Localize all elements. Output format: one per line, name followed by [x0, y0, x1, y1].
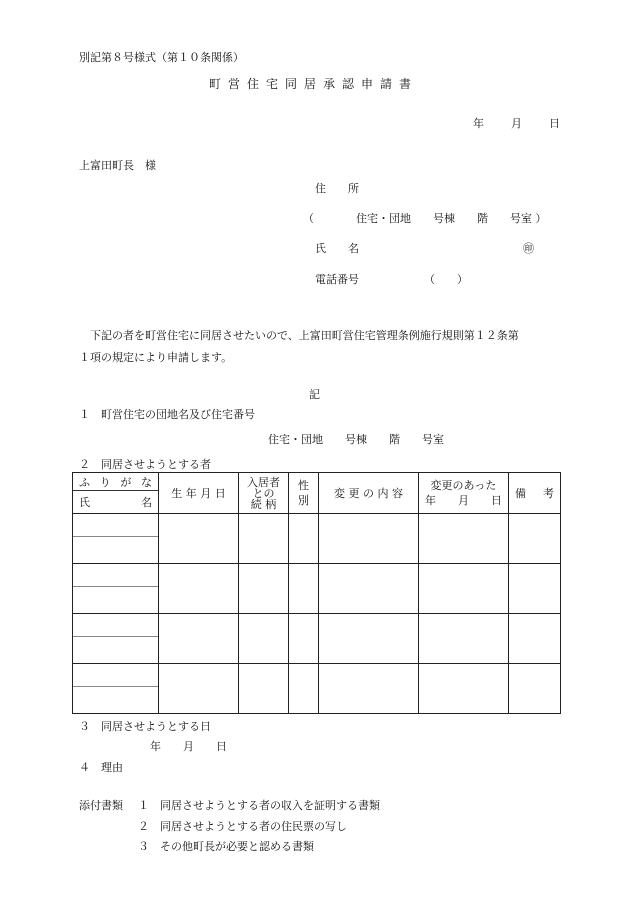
header-birthdate: 生 年 月 日	[159, 473, 239, 514]
header-remarks: 備 考	[509, 473, 561, 514]
remarks-input-cell[interactable]	[509, 514, 561, 564]
relation-input-cell[interactable]	[239, 564, 289, 614]
relation-input-cell[interactable]	[239, 514, 289, 564]
body-text-line2: １項の規定により申請します。	[79, 351, 233, 364]
item4-label: ４ 理由	[79, 761, 123, 774]
address-paren-open: （	[303, 212, 314, 225]
header-name: ふ り が な 氏 名	[73, 473, 159, 514]
change-date-input-cell[interactable]	[419, 614, 509, 664]
change-date-input-cell[interactable]	[419, 564, 509, 614]
cohabitant-table	[72, 472, 561, 714]
table-row	[73, 614, 561, 664]
address-detail: 住宅・団地 号棟 階 号室 ）	[356, 212, 547, 225]
attachments-label: 添付書類	[79, 799, 123, 812]
year-label: 年	[473, 117, 484, 130]
ki-heading: 記	[309, 388, 320, 401]
sex-input-cell[interactable]	[289, 514, 319, 564]
sex-input-cell[interactable]	[289, 564, 319, 614]
remarks-input-cell[interactable]	[509, 664, 561, 714]
table-header-row	[73, 473, 561, 514]
phone-label: 電話番号	[315, 273, 359, 286]
sex-input-cell[interactable]	[289, 614, 319, 664]
attachment-item: ２ 同居させようとする者の住民票の写し	[138, 820, 347, 833]
item3-label: ３ 同居させようとする日	[79, 720, 211, 733]
birthdate-input-cell[interactable]	[159, 614, 239, 664]
name-input-cell[interactable]	[73, 514, 159, 564]
item1-value: 住宅・団地 号棟 階 号室	[268, 433, 444, 446]
header-sex: 性 別	[289, 473, 319, 514]
header-change-date: 変更のあった 年 月 日	[419, 473, 509, 514]
body-text-line1: 下記の者を町営住宅に同居させたいので、上富田町営住宅管理条例施行規則第１２条第	[90, 329, 519, 342]
item2-label: ２ 同居させようとする者	[79, 458, 211, 471]
form-number: 別記第８号様式（第１０条関係）	[79, 51, 244, 64]
name-input-cell[interactable]	[73, 664, 159, 714]
change-content-input-cell[interactable]	[319, 514, 419, 564]
table-row	[73, 514, 561, 564]
name-input-cell[interactable]	[73, 564, 159, 614]
birthdate-input-cell[interactable]	[159, 514, 239, 564]
submission-date	[473, 118, 560, 129]
addressee: 上富田町長 様	[79, 159, 156, 172]
document-title: 町営住宅同居承認申請書	[209, 77, 419, 91]
month-label: 月	[511, 117, 522, 130]
relation-input-cell[interactable]	[239, 614, 289, 664]
table-row	[73, 564, 561, 614]
remarks-input-cell[interactable]	[509, 564, 561, 614]
change-date-input-cell[interactable]	[419, 664, 509, 714]
birthdate-input-cell[interactable]	[159, 664, 239, 714]
remarks-input-cell[interactable]	[509, 614, 561, 664]
header-change-content: 変 更 の 内 容	[319, 473, 419, 514]
change-content-input-cell[interactable]	[319, 664, 419, 714]
seal-mark: ㊞	[523, 242, 534, 255]
address-label: 住 所	[315, 182, 359, 195]
relation-input-cell[interactable]	[239, 664, 289, 714]
birthdate-input-cell[interactable]	[159, 564, 239, 614]
attachment-item: ３ その他町長が必要と認める書類	[138, 840, 314, 853]
change-content-input-cell[interactable]	[319, 614, 419, 664]
day-label: 日	[549, 117, 560, 130]
header-relation: 入居者 との 続 柄	[239, 473, 289, 514]
change-date-input-cell[interactable]	[419, 514, 509, 564]
attachment-item: １ 同居させようとする者の収入を証明する書類	[138, 799, 380, 812]
sex-input-cell[interactable]	[289, 664, 319, 714]
name-label: 氏 名	[315, 242, 359, 255]
item1-label: １ 町営住宅の団地名及び住宅番号	[79, 408, 255, 421]
table-row	[73, 664, 561, 714]
phone-paren: （ ）	[424, 273, 468, 286]
change-content-input-cell[interactable]	[319, 564, 419, 614]
item3-date: 年 月 日	[150, 740, 227, 753]
name-input-cell[interactable]	[73, 614, 159, 664]
